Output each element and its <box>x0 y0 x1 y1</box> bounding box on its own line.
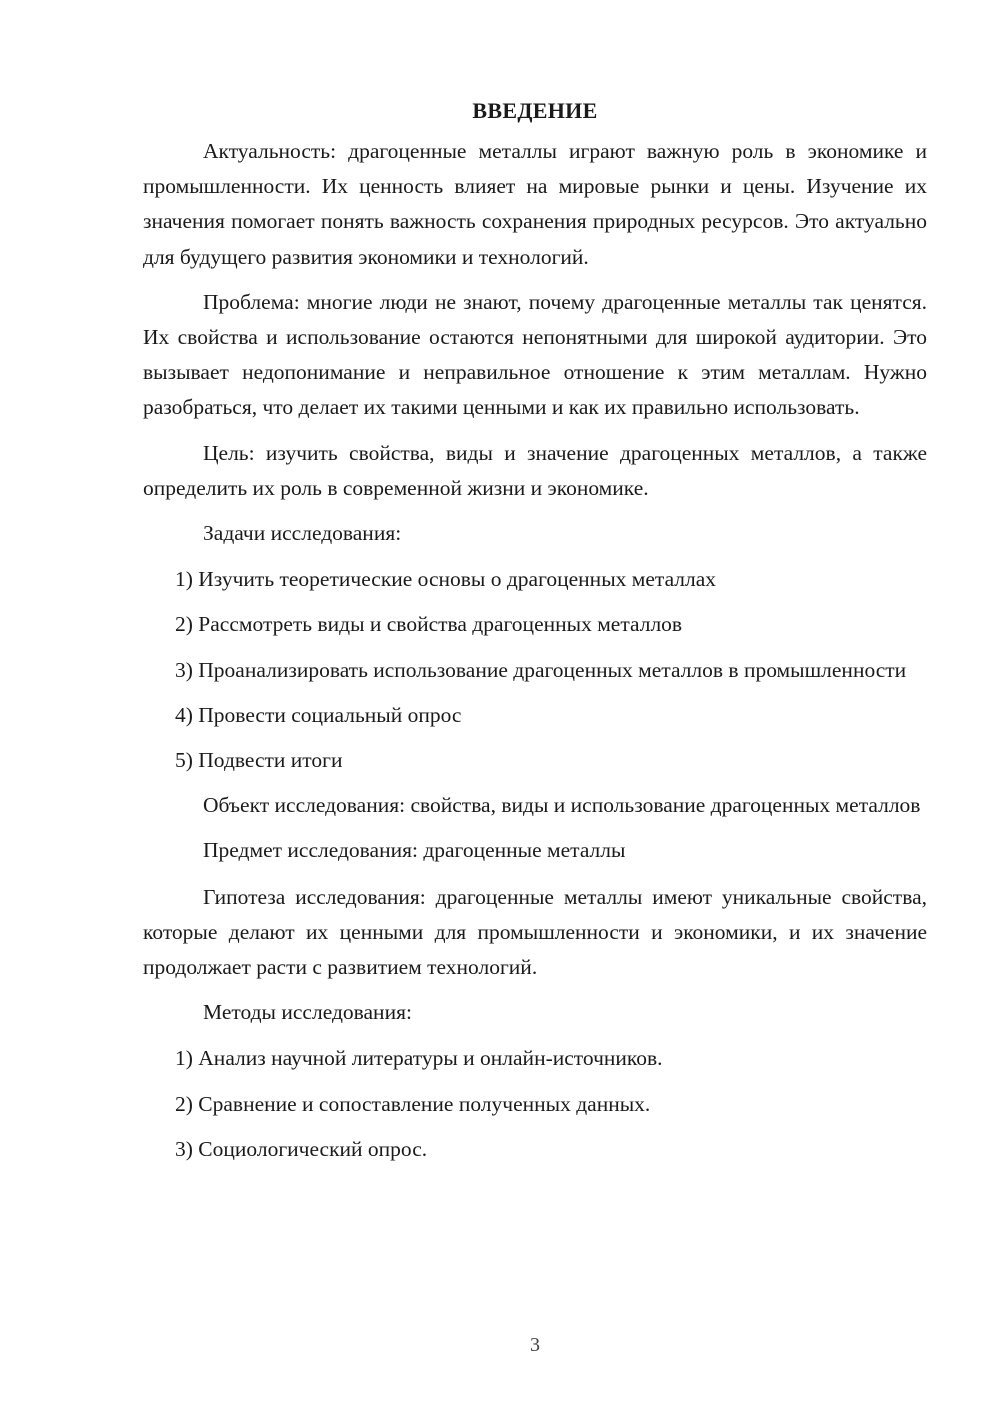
hypothesis-paragraph: Гипотеза исследования: драгоценные металлы имеют уникальные свойства, которые делают их ценными для промышленности и экономики, и их значение продолжает расти с развитием технологий. <box>143 884 927 980</box>
method-item: 1) Анализ научной литературы и онлайн-источников. <box>175 1046 663 1071</box>
subject-paragraph: Предмет исследования: драгоценные металлы <box>203 838 626 863</box>
methods-title: Методы исследования: <box>203 1000 412 1025</box>
problem-paragraph: Проблема: многие люди не знают, почему драгоценные металлы так ценятся. Их свойства и использование остаются непонятными для широкой аудитории. Это вызывает недопонимание и неправильное отношение к этим металлам. Нужно разобраться, что делает их такими ценными и как их правильно использовать. <box>143 289 927 420</box>
task-item: 5) Подвести итоги <box>175 748 343 773</box>
relevance-paragraph: Актуальность: драгоценные металлы играют важную роль в экономике и промышленности. Их ценность влияет на мировые рынки и цены. Изучение их значения помогает понять важность сохранения природных ресурсов. Это актуально для будущего развития экономики и технологий. <box>143 139 927 269</box>
task-item: 4) Провести социальный опрос <box>175 702 462 727</box>
task-item: 1) Изучить теоретические основы о драгоценных металлах <box>175 567 717 592</box>
document-page <box>143 96 927 1177</box>
task-item: 3) Проанализировать использование драгоценных металлов в промышленности <box>175 657 907 682</box>
method-item: 3) Социологический опрос. <box>175 1136 428 1161</box>
task-item: 2) Рассмотреть виды и свойства драгоценных металлов <box>175 612 683 637</box>
method-item: 2) Сравнение и сопоставление полученных данных. <box>175 1091 651 1116</box>
page-number: 3 <box>530 1334 540 1356</box>
section-heading: ВВЕДЕНИЕ <box>472 98 598 123</box>
object-paragraph: Объект исследования: свойства, виды и использование драгоценных металлов <box>203 793 921 818</box>
goal-paragraph: Цель: изучить свойства, виды и значение драгоценных металлов, а также определить их роль в современной жизни и экономике. <box>143 440 927 500</box>
tasks-title: Задачи исследования: <box>203 521 402 546</box>
